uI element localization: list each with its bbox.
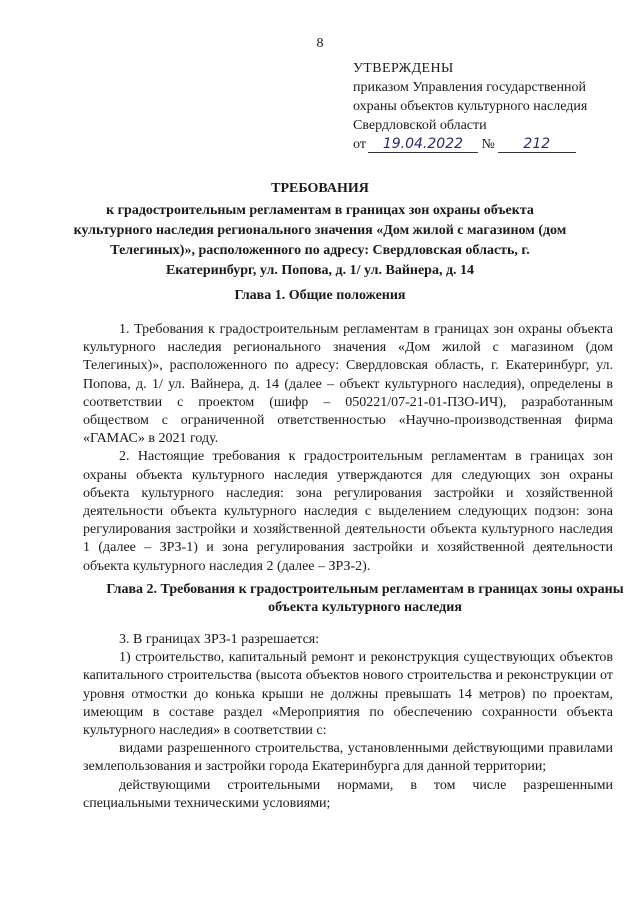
handwritten-number: 212 bbox=[498, 137, 576, 153]
paragraph: действующими строительными нормами, в том числе разрешенными специальными техническими условиями; bbox=[83, 777, 613, 811]
approval-line: охраны объектов культурного наследия bbox=[353, 99, 588, 114]
chapter-2-body bbox=[83, 631, 613, 813]
from-label: от bbox=[353, 137, 366, 152]
paragraph: 1) строительство, капитальный ремонт и реконструкция существующих объектов капитального строительства (высота объектов нового строительства и реконструкции от уровня отмостки до конька крыши не должны превышать 14 метров) по проектам, имеющим в составе раздел «Мероприятия по обеспечению сохранности объекта культурного наследия» в соответствии с: bbox=[83, 650, 613, 739]
approval-line: приказом Управления государственной bbox=[353, 80, 587, 95]
paragraph: 3. В границах ЗРЗ-1 разрешается: bbox=[119, 632, 320, 647]
paragraph: 1. Требования к градостроительным регламентам в границах зон охраны объекта культурного наследия регионального значения «Дом жилой с магазином (дом Телегиных)», расположенного по адресу: Свердловская область, г. Екатеринбург, ул. Попова, д. 1/ ул. Вайнера, д. 14 (далее – объект культурного наследия), определены в соответствии с проектом (шифр – 050221/07-21-01-ПЗО-ИЧ), разработанным обществом с ограниченной ответственностью «Научно-производственная фирма «ГАМАС» в 2021 году. bbox=[83, 322, 613, 447]
approval-date-number-line bbox=[353, 135, 618, 154]
document-title bbox=[70, 179, 570, 281]
approval-heading: УТВЕРЖДЕНЫ bbox=[353, 61, 454, 76]
number-label: № bbox=[481, 137, 495, 152]
paragraph: 2. Настоящие требования к градостроительным регламентам в границах зон охраны объекта культурного наследия утверждаются для следующих зон охраны объекта культурного наследия: зона регулирования застройки и хозяйственной деятельности объекта культурного наследия с выделением следующих подзон: зона регулирования застройки и хозяйственной деятельности объекта культурного наследия 1 (далее – ЗРЗ-1) и зона регулирования застройки и хозяйственной деятельности объекта культурного наследия 2 (далее – ЗРЗ-2). bbox=[83, 449, 613, 574]
approval-block bbox=[353, 59, 618, 154]
paragraph: видами разрешенного строительства, установленными действующими правилами землепользования и застройки города Екатеринбурга для данной территории; bbox=[83, 741, 613, 775]
chapter-1-heading: Глава 1. Общие положения bbox=[234, 288, 406, 303]
title-subtitle: к градостроительным регламентам в границах зон охраны объекта культурного наследия регионального значения «Дом жилой с магазином (дом Телегиных)», расположенного по адресу: Свердловская область, г. Екатеринбург, ул. Попова, д. 1/ ул. Вайнера, д. 14 bbox=[73, 203, 567, 278]
title-heading: ТРЕБОВАНИЯ bbox=[271, 181, 369, 196]
handwritten-date: 19.04.2022 bbox=[368, 137, 478, 153]
page-number: 8 bbox=[316, 36, 324, 51]
chapter-2-heading: Глава 2. Требования к градостроительным регламентам в границах зоны охраны объекта культурного наследия bbox=[106, 582, 624, 615]
chapter-1-body bbox=[83, 321, 613, 576]
approval-line: Свердловской области bbox=[353, 118, 487, 133]
